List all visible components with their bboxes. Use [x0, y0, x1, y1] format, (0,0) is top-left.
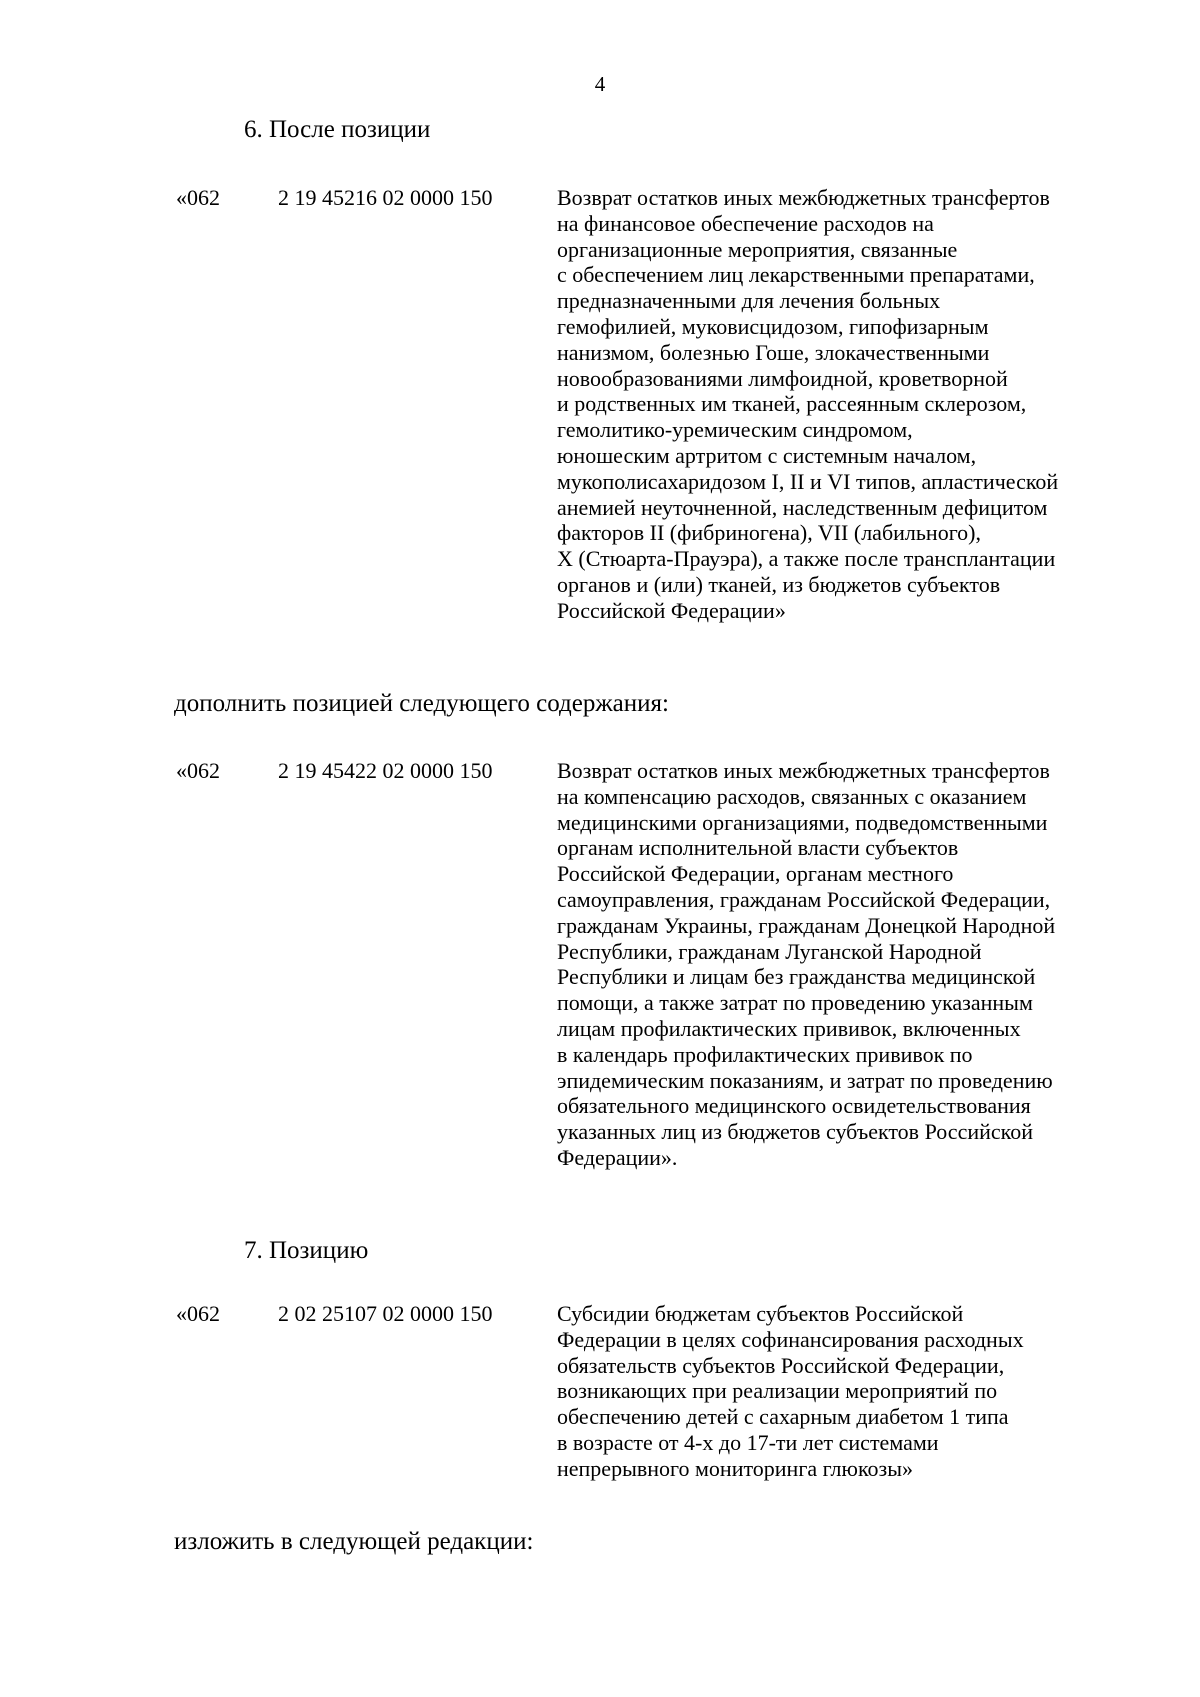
admin-code: «062 [176, 185, 220, 210]
admin-code: «062 [176, 758, 220, 783]
entry-description: Возврат остатков иных межбюджетных трансфертов на компенсацию расходов, связанных с оказанием медицинскими организациями, подведомственными органам исполнительной власти субъектов Российской Федерации, органам местного самоуправления, гражданам Российской Федерации, гражданам Украины, гражданам Донецкой Народной Республики, гражданам Луганской Народной Республики и лицам без гражданства медицинской помощи, а также затрат по проведению указанным лицам профилактических прививок, включенных в календарь профилактических прививок по эпидемическим показаниям, и затрат по проведению обязательного медицинского освидетельствования указанных лиц из бюджетов субъектов Российской Федерации». [557, 758, 1056, 1170]
supplement-instruction: дополнить позицией следующего содержания: [174, 690, 669, 717]
budget-classification-code: 2 02 25107 02 0000 150 [278, 1301, 493, 1326]
budget-classification-code: 2 19 45216 02 0000 150 [278, 185, 493, 210]
entry-description: Возврат остатков иных межбюджетных трансфертов на финансовое обеспечение расходов на организационные мероприятия, связанные с обеспечением лиц лекарственными препаратами, предназначенными для лечения больных гемофилией, муковисцидозом, гипофизарным нанизмом, болезнью Гоше, злокачественными новообразованиями лимфоидной, кроветворной и родственных им тканей, рассеянным склерозом, гемолитико-уремическим синдромом, юношеским артритом с системным началом, мукополисахаридозом I, II и VI типов, апластической анемией неуточненной, наследственным дефицитом факторов II (фибриногена), VII (лабильного), X (Стюарта-Прауэра), а также после трансплантации органов и (или) тканей, из бюджетов субъектов Российской Федерации» [557, 185, 1059, 623]
entry-description: Субсидии бюджетам субъектов Российской Федерации в целях софинансирования расходных обязательств субъектов Российской Федерации, возникающих при реализации мероприятий по обеспечению детей с сахарным диабетом 1 типа в возрасте от 4-х до 17-ти лет системами непрерывного мониторинга глюкозы» [557, 1301, 1024, 1481]
budget-classification-code: 2 19 45422 02 0000 150 [278, 758, 493, 783]
admin-code: «062 [176, 1301, 220, 1326]
page-number: 4 [594, 72, 606, 96]
edit-instruction: изложить в следующей редакции: [174, 1528, 534, 1555]
section-7-heading: 7. Позицию [244, 1237, 369, 1264]
section-6-heading: 6. После позиции [244, 116, 431, 143]
